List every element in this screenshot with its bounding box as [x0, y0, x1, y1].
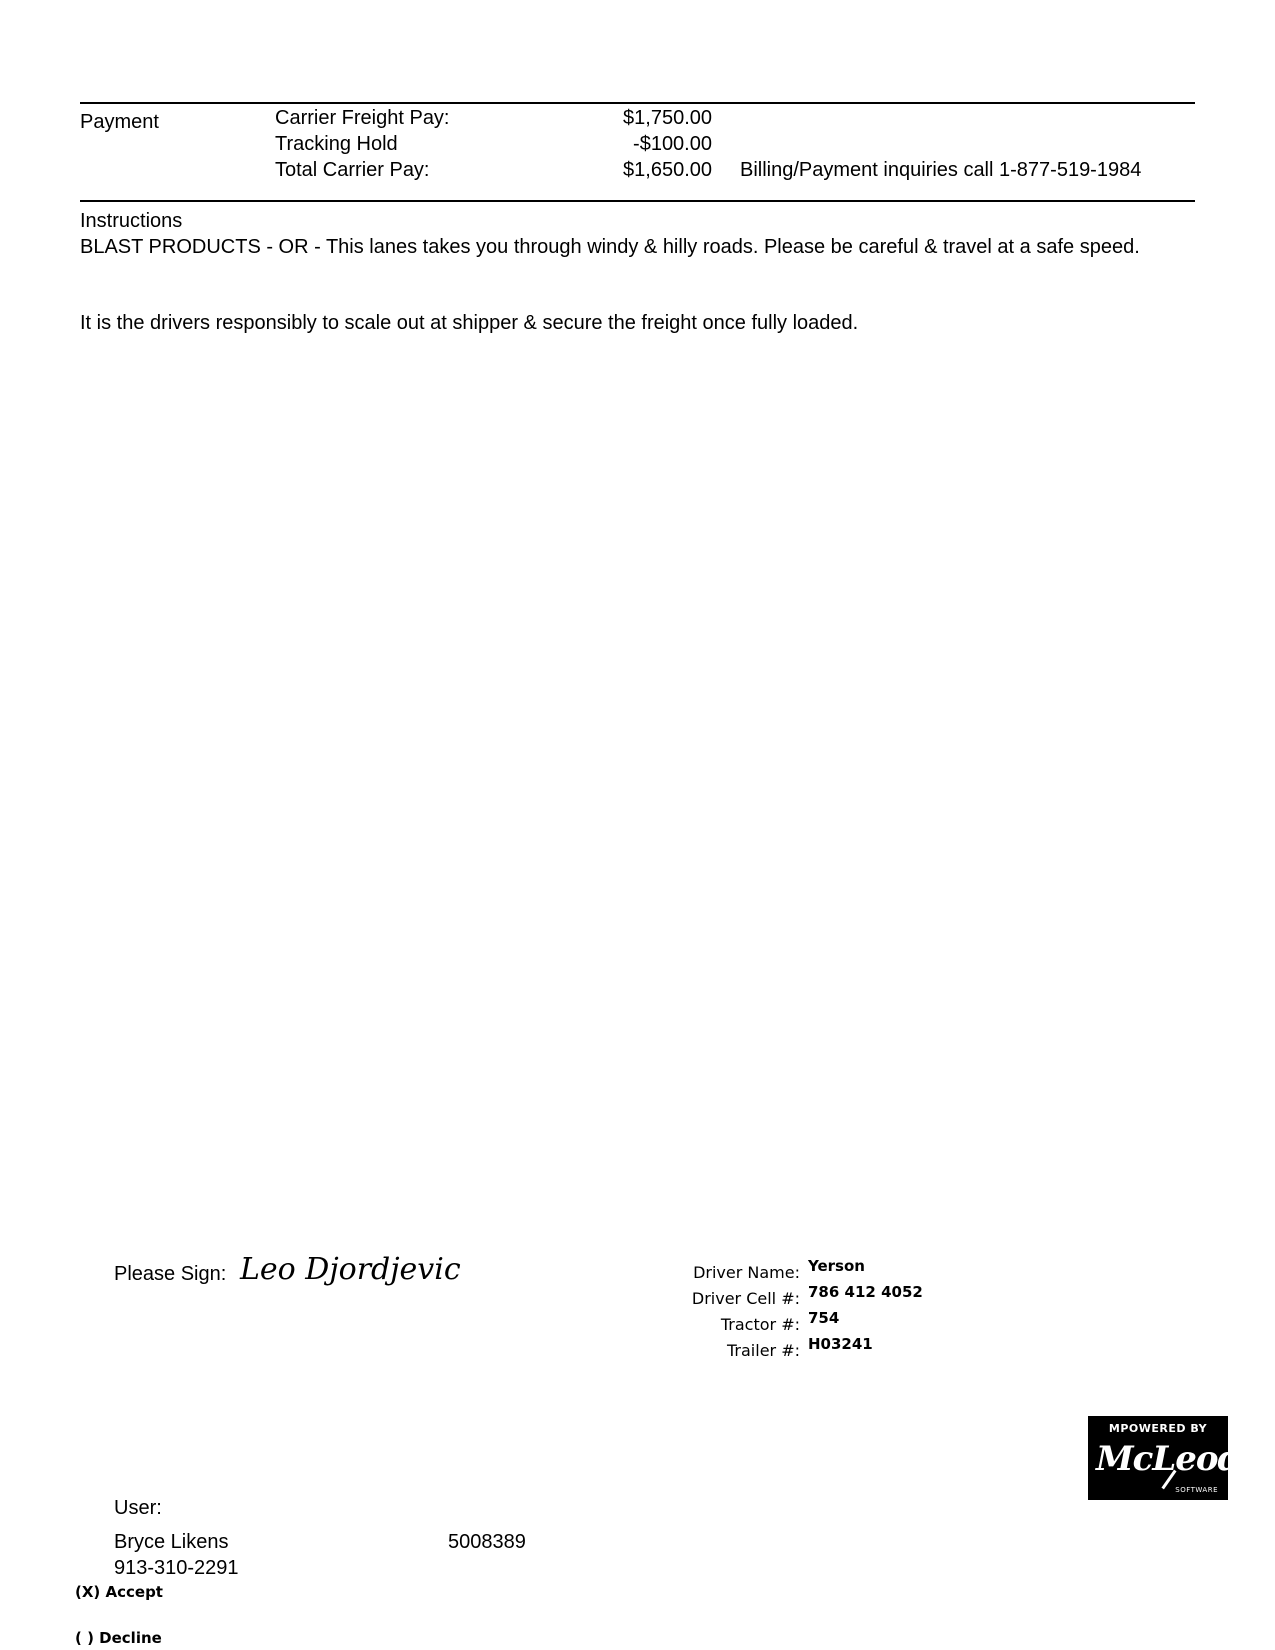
- payment-section-label: Payment: [80, 111, 159, 133]
- carrier-freight-pay-amount: $1,750.00: [623, 107, 712, 129]
- instructions-paragraph: BLAST PRODUCTS - OR - This lanes takes you through windy & hilly roads. Please be careful & travel at a safe speed.: [80, 236, 1140, 258]
- mcleod-logo: [1088, 1416, 1241, 1500]
- total-carrier-pay-label: Total Carrier Pay:: [275, 159, 430, 181]
- decline-option: ( ) Decline: [75, 1629, 162, 1647]
- tracking-hold-amount: -$100.00: [633, 133, 712, 155]
- instructions-paragraph: It is the drivers responsibly to scale out at shipper & secure the freight once fully loaded.: [80, 312, 859, 334]
- driver-cell-label: Driver Cell #:: [691, 1289, 800, 1308]
- driver-name-label: Driver Name:: [693, 1263, 800, 1282]
- tracking-hold-label: Tracking Hold: [275, 133, 398, 155]
- logo-top-text: MPOWERED BY: [1108, 1422, 1208, 1435]
- trailer-label: Trailer #:: [727, 1341, 800, 1360]
- top-divider: [80, 102, 1195, 104]
- user-id: 5008389: [448, 1531, 526, 1553]
- logo-brand: McLeod: [1096, 1439, 1241, 1479]
- handwritten-signature: Leo Djordjevic: [240, 1252, 461, 1287]
- logo-sub-text: SOFTWARE: [1175, 1486, 1218, 1494]
- instructions-heading: Instructions: [80, 210, 183, 232]
- sign-label: Please Sign:: [114, 1263, 227, 1285]
- tractor-value: 754: [808, 1309, 840, 1327]
- user-name: Bryce Likens: [114, 1531, 229, 1553]
- accept-option: (X) Accept: [75, 1583, 163, 1601]
- payment-divider: [80, 200, 1195, 202]
- tractor-label: Tractor #:: [720, 1315, 800, 1334]
- driver-cell-value: 786 412 4052: [808, 1283, 923, 1301]
- total-carrier-pay-amount: $1,650.00: [623, 159, 712, 181]
- driver-name-value: Yerson: [808, 1257, 865, 1275]
- billing-inquiry-note: Billing/Payment inquiries call 1-877-519-1984: [740, 159, 1142, 181]
- carrier-freight-pay-label: Carrier Freight Pay:: [275, 107, 450, 129]
- user-phone: 913-310-2291: [114, 1557, 239, 1579]
- trailer-value: H03241: [808, 1335, 873, 1353]
- user-label: User:: [114, 1497, 162, 1519]
